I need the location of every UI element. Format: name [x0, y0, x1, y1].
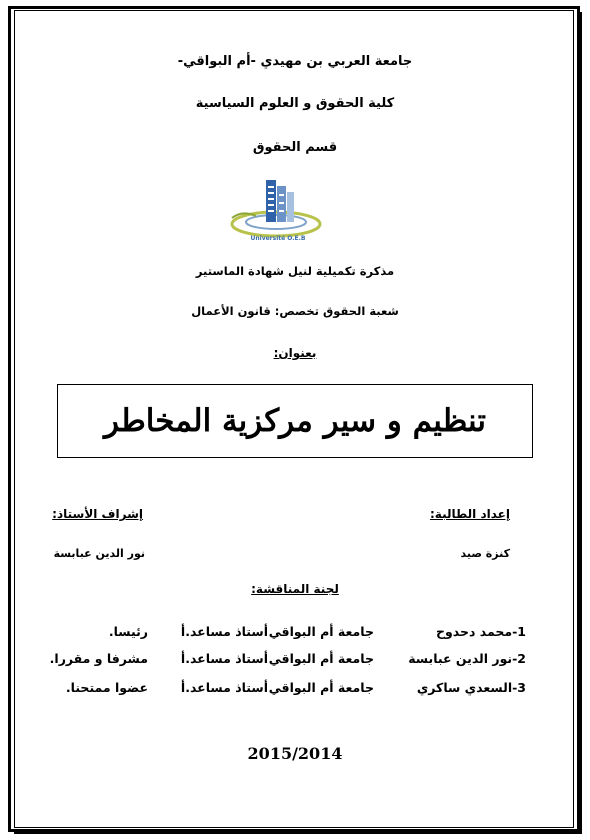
member-name: 1-محمد دحدوح: [435, 624, 526, 639]
supervisor-label: إشراف الأستاذ:: [52, 507, 143, 521]
member-name: 3-السعدي ساكري: [416, 680, 526, 695]
thesis-title: تنظيم و سير مركزية المخاطر: [104, 403, 487, 439]
member-university: جامعة أم البواقي: [268, 680, 374, 695]
member-role: رئيسا.: [108, 624, 148, 639]
thesis-type: مذكرة تكميلية لنيل شهادة الماستير: [195, 264, 395, 278]
student-name: كنزة صيد: [460, 547, 510, 560]
academic-year: 2015/2014: [247, 744, 343, 763]
committee-member-3: [30, 680, 526, 698]
committee-member-2: [30, 651, 526, 669]
committee-member-1: [30, 624, 526, 642]
member-rank: أستاذ مساعد.أ: [180, 680, 268, 695]
member-university: جامعة أم البواقي: [268, 624, 374, 639]
university-logo: [226, 176, 326, 242]
title-label: بعنوان:: [273, 346, 317, 360]
member-university: جامعة أم البواقي: [268, 651, 374, 666]
student-label: إعداد الطالبة:: [430, 507, 510, 521]
member-role: مشرفا و مقررا.: [49, 651, 148, 666]
faculty-name: كلية الحقوق و العلوم السياسية: [195, 96, 395, 111]
thesis-title-box: [57, 384, 533, 458]
thesis-specialty: شعبة الحقوق تخصص: قانون الأعمال: [191, 304, 399, 318]
committee-label: لجنة المناقشة:: [251, 582, 339, 596]
member-rank: أستاذ مساعد.أ: [180, 624, 268, 639]
member-role: عضوا ممتحنا.: [65, 680, 148, 695]
member-name: 2-نور الدين عبابسة: [408, 651, 526, 666]
member-rank: أستاذ مساعد.أ: [180, 651, 268, 666]
supervisor-name: نور الدين عبابسة: [53, 547, 145, 560]
university-name: جامعة العربي بن مهيدي -أم البواقي-: [177, 54, 413, 69]
department-name: قسم الحقوق: [252, 140, 338, 155]
logo-caption: Université O.E.B: [250, 235, 306, 242]
